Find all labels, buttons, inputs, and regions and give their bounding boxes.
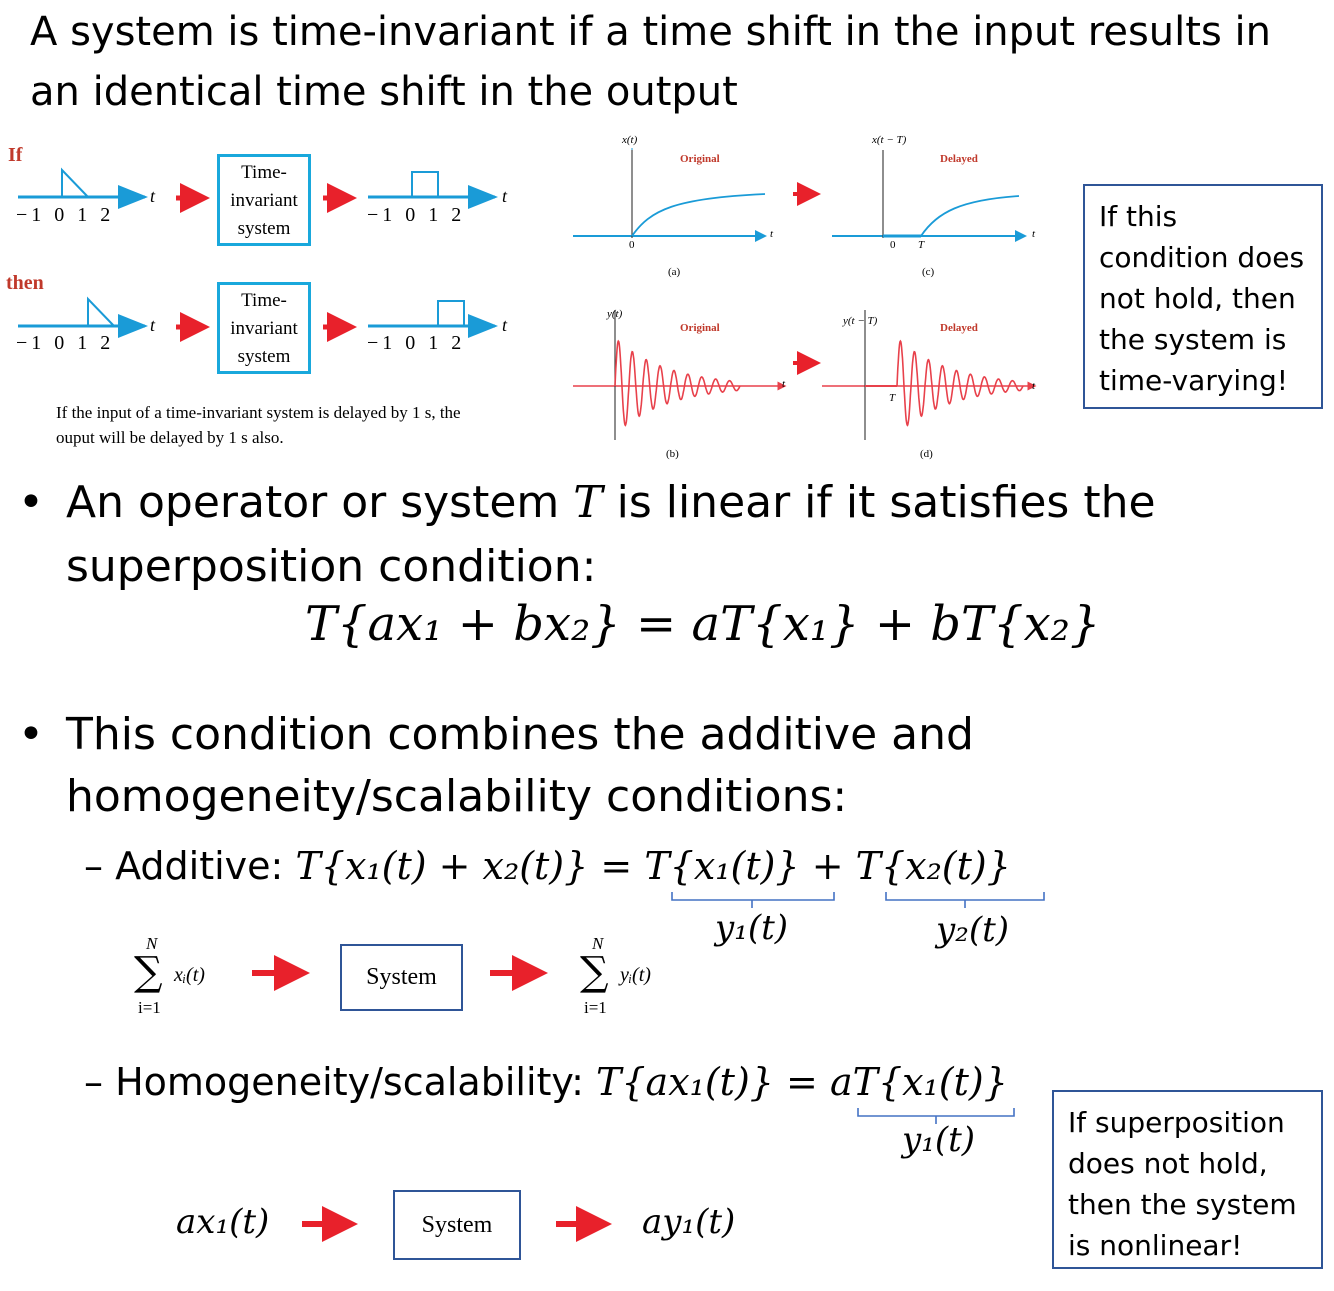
signal-plots: [565, 130, 1045, 460]
dash: –: [84, 1060, 103, 1104]
bullet1-post: is linear if it satisfies the: [602, 477, 1156, 528]
additive-lhs: T{x₁(t) + x₂(t)} =: [295, 844, 645, 888]
plot-a: [573, 148, 765, 238]
sum-input: xᵢ(t): [174, 964, 205, 986]
system-box-additive: System: [340, 944, 463, 1011]
input-triangle-signal: [18, 170, 145, 197]
plot-d-T: T: [889, 392, 896, 404]
additive-term2: T{x₂(t)}: [855, 844, 1011, 888]
plot-d: [822, 310, 1035, 440]
arrows-homogeneity: [290, 1206, 630, 1246]
plot-b: [573, 310, 785, 440]
tick-labels: −1 0 1 2: [367, 332, 466, 354]
slide-heading: A system is time-invariant if a time shift in the input results in an identical time shift in the output: [30, 9, 1271, 115]
axis-t-label: t: [150, 315, 156, 335]
plot-c: [832, 150, 1025, 238]
plot-t-label: t: [782, 378, 786, 390]
sum-output: yᵢ(t): [620, 964, 651, 986]
plot-t-label: t: [1032, 228, 1036, 240]
underbrace-y1: y₁(t): [902, 1120, 976, 1160]
sum-sign: ∑: [580, 949, 609, 995]
bullet1-line2: superposition condition:: [66, 541, 597, 592]
homogeneity-line: [84, 1054, 1008, 1110]
homogeneity-lhs: T{ax₁(t)} =: [596, 1060, 830, 1104]
arrows-additive: [240, 955, 570, 995]
plot-d-tag: Delayed: [940, 322, 978, 334]
plot-b-tag: Original: [680, 322, 720, 334]
plot-d-axis-label: y(t − T): [843, 315, 878, 327]
additive-label: Additive:: [115, 844, 296, 888]
sum-top: N: [146, 934, 158, 953]
output-pulse-signal-delayed: [368, 301, 495, 326]
underbrace-y2: y₂(t): [936, 910, 1010, 950]
dash: –: [84, 844, 103, 888]
plot-a-tag: Original: [680, 153, 720, 165]
bullet-dot: •: [18, 477, 44, 528]
input-triangle-signal-delayed: [18, 299, 145, 326]
plot-c-sub: (c): [922, 266, 935, 278]
axis-t-label: t: [502, 315, 508, 335]
plot-c-T: T: [918, 239, 925, 251]
plot-b-sub: (b): [666, 448, 679, 460]
system-box-homogeneity: System: [393, 1190, 521, 1260]
plot-a-axis-label: x(t): [622, 134, 638, 146]
time-invariant-system-box: Time- invariant system: [217, 282, 311, 374]
label-then: then: [6, 272, 44, 294]
additive-term1: T{x₁(t)}: [644, 844, 800, 888]
axis-t-label: t: [502, 186, 508, 206]
plot-t-label: t: [770, 228, 774, 240]
output-pulse-signal: [368, 172, 495, 197]
bullet1-line1: [66, 472, 1156, 534]
additive-plus: +: [799, 844, 856, 888]
bullet1-pre: An operator or system: [66, 477, 574, 528]
bullet2-line1: This condition combines the additive and: [66, 709, 974, 760]
homogeneity-output: ay₁(t): [642, 1202, 736, 1242]
homogeneity-input: ax₁(t): [176, 1202, 270, 1242]
plot-d-sub: (d): [920, 448, 933, 460]
sum-top: N: [592, 934, 604, 953]
plot-c-axis-label: x(t − T): [872, 134, 907, 146]
callout-nonlinear: If superposition does not hold, then the system is nonlinear!: [1052, 1090, 1323, 1269]
plot-t-label: t: [1032, 380, 1036, 392]
homogeneity-label: Homogeneity/scalability:: [115, 1060, 597, 1104]
plot-c-tag: Delayed: [940, 153, 978, 165]
tick-labels: −1 0 1 2: [16, 332, 115, 354]
time-invariant-system-box: Time- invariant system: [217, 154, 311, 246]
sum-bottom: i=1: [138, 998, 161, 1017]
plot-c-origin: 0: [890, 239, 896, 251]
axis-t-label: t: [150, 186, 156, 206]
plot-b-axis-label: y(t): [607, 308, 623, 320]
ti-caption: If the input of a time-invariant system is delayed by 1 s, the ouput will be delayed by 1 s also.: [56, 403, 461, 447]
additive-line: [84, 838, 1011, 894]
sum-bottom: i=1: [584, 998, 607, 1017]
callout-time-varying: If this condition does not hold, then the system is time-varying!: [1083, 184, 1323, 409]
tick-labels: −1 0 1 2: [16, 204, 115, 226]
bullet2-line2: homogeneity/scalability conditions:: [66, 771, 848, 822]
superposition-equation: T{ax₁ + bx₂} = aT{x₁} + bT{x₂}: [305, 596, 1101, 652]
plot-a-origin: 0: [629, 239, 635, 251]
bullet-dot: •: [18, 709, 44, 760]
sum-sign: ∑: [134, 949, 163, 995]
homogeneity-term: aT{x₁(t)}: [829, 1060, 1008, 1104]
tick-labels: −1 0 1 2: [367, 204, 466, 226]
plot-a-sub: (a): [668, 266, 681, 278]
bullet1-symbol: T: [573, 477, 603, 528]
label-if: If: [8, 144, 23, 166]
underbrace-y1: y₁(t): [715, 908, 789, 948]
